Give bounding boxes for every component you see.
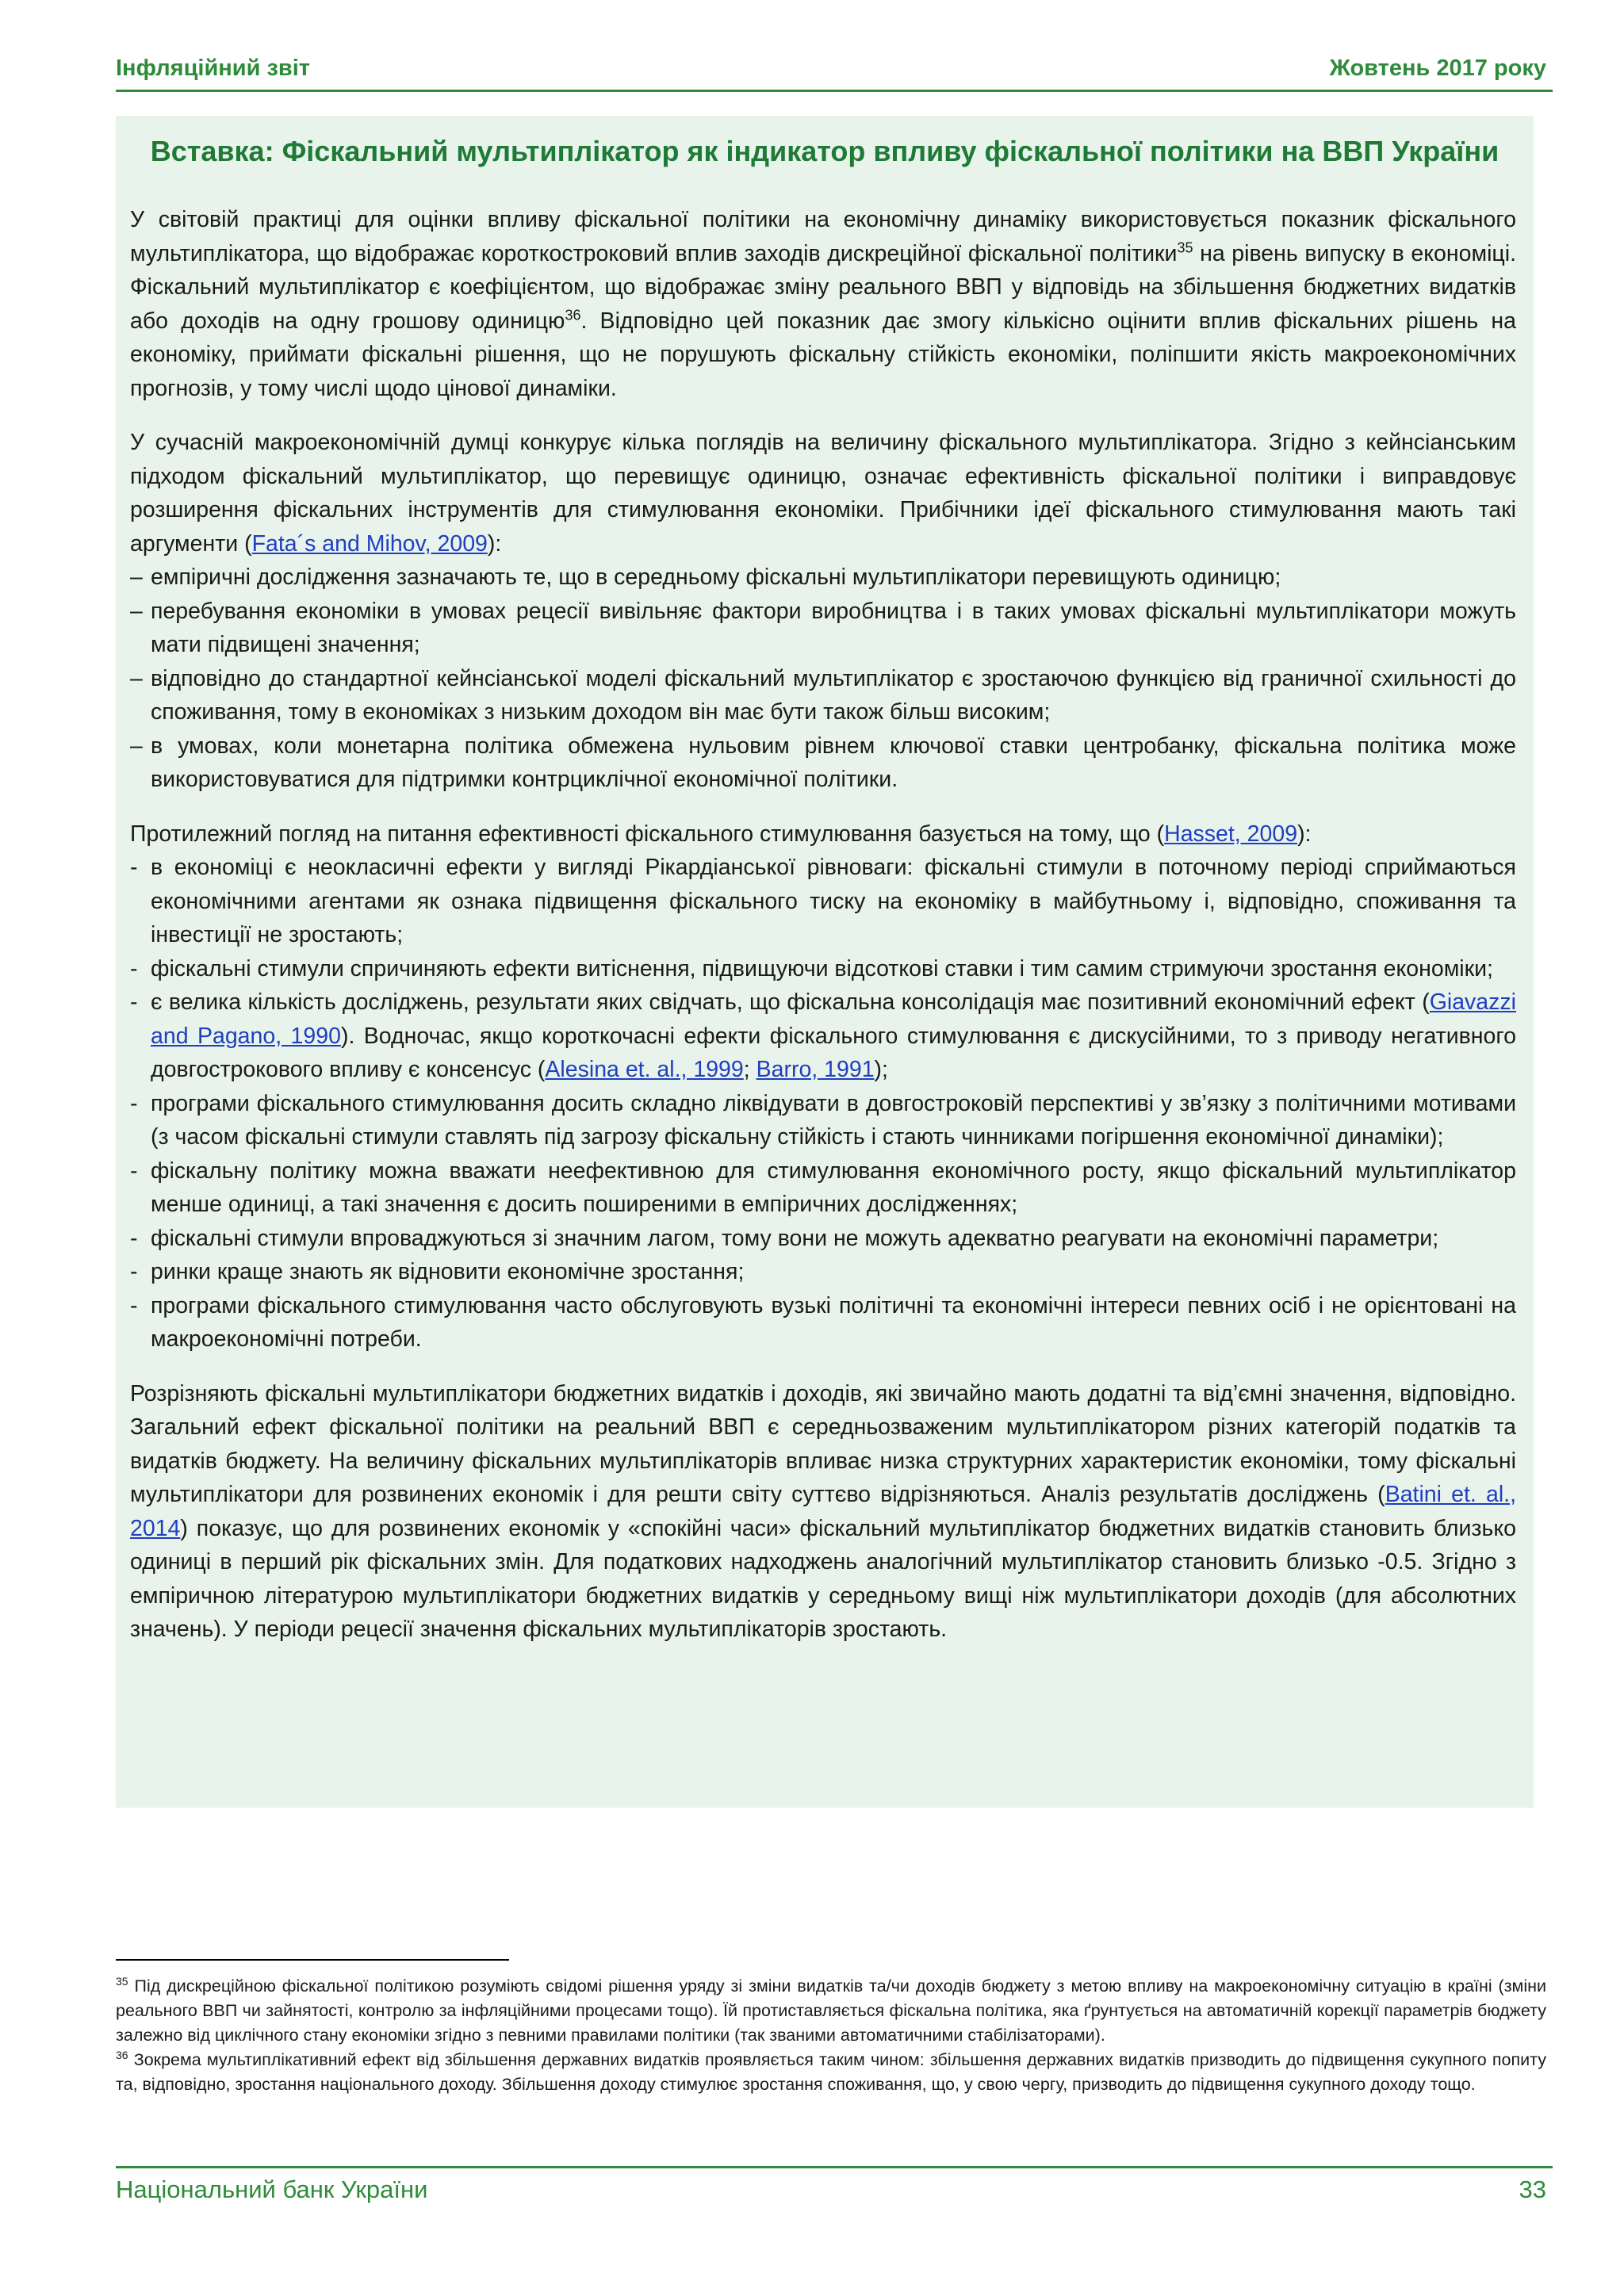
insert-box — [116, 116, 1534, 1808]
footnote-text: Під дискреційною фіскальної політикою розуміють свідомі рішення уряду зі зміни видатків та/чи доходів бюджету з метою впливу на макроекономічну ситуацію в країні (зміни реального ВВП чи зайнятості, контролю за інфляційними процесами тощо). Їй протиставляється фіскальна політика, яка ґрунтується на автоматичній корекції параметрів бюджету залежно від циклічного стану економіки згідно з певними правилами політики (так званими автоматичними стабілізаторами). — [116, 1976, 1546, 2045]
paragraph-2-text-a: У сучасній макроекономічній думці конкурує кілька поглядів на величину фіскального мультиплікатора. Згідно з кейнсіанським підходом фіскальний мультиплікатор, що перевищує одиницю, означає ефективність фіскальної політики і виправдовує розширення фіскальних інструментів для стимулювання економіки. Прибічники ідеї фіскального стимулювання мають такі аргументи ( — [130, 430, 1516, 557]
list-item — [130, 561, 1516, 595]
list-item — [130, 952, 1516, 986]
report-title: Інфляційний звіт — [116, 55, 311, 81]
list-item-text: фіскальну політику можна вважати неефективною для стимулювання економічного росту, якщо фіскальний мультиплікатор менше одиниці, а такі значення є досить поширеними в емпіричних дослідженнях; — [151, 1158, 1516, 1217]
list-dash: – — [130, 598, 143, 624]
list-bullet: - — [130, 989, 138, 1015]
opposing-arguments-list — [130, 851, 1516, 1357]
page-header — [116, 55, 1546, 92]
paragraph-4 — [130, 1377, 1516, 1647]
list-dash: – — [130, 564, 143, 590]
list-bullet: - — [130, 1259, 138, 1284]
list-bullet: - — [130, 955, 138, 982]
paragraph-4-text-b: ) показує, що для розвинених економік у «спокійні часи» фіскальний мультиплікатор бюджетних видатків становить близько одиниці в перший рік фіскальних змін. Для податкових надходжень аналогічний мультиплікатор становить близько -0.5. Згідно з емпіричною літературою мультиплікатори бюджетних видатків у середньому вищі ніж мультиплікатори доходів (для абсолютних значень). У періоди рецесії значення фіскальних мультиплікаторів зростають. — [130, 1515, 1516, 1642]
list-bullet: - — [130, 855, 138, 880]
citation-link-fatas-mihov[interactable]: Fata´s and Mihov, 2009 — [251, 530, 488, 557]
list-dash: – — [130, 665, 143, 691]
list-item-text: фіскальні стимули впроваджуються зі значним лагом, тому вони не можуть адекватно реагувати на економічні параметри; — [151, 1225, 1439, 1251]
paragraph-1-text-a: У світовій практиці для оцінки впливу фіскальної політики на економічну динаміку використовується показник фіскального мультиплікатора, що відображає короткостроковий вплив заходів дискреційної фіскальної політики — [130, 207, 1516, 266]
list-item-text: ринки краще знають як відновити економічне зростання; — [151, 1259, 745, 1284]
list-item-text: в економіці є неокласичні ефекти у вигляді Рікардіанської рівноваги: фіскальні стимули в поточному періоді сприймаються економічними агентами як ознака підвищення фіскального тиску на економіку в майбутньому і, відповідно, споживання та інвестиції не зростають; — [151, 855, 1516, 947]
list-item-text: відповідно до стандартної кейнсіанської моделі фіскальний мультиплікатор є зростаючою функцією від граничної схильності до споживання, тому в економіках з низьким доходом він має бути також більш високим; — [151, 665, 1516, 725]
paragraph-1-text-b: на рівень випуску в економіці. Фіскальний мультиплікатор є коефіцієнтом, що відображає зміну реального ВВП у відповідь на збільшення бюджетних видатків або доходів на одну грошову одиницю — [130, 240, 1516, 334]
publisher-name: Національний банк України — [116, 2175, 428, 2203]
list-item-text: ). Водночас, якщо короткочасні ефекти фіскального стимулювання є дискусійними, то з приводу негативного довгострокового впливу є консенсус ( — [151, 1023, 1516, 1082]
paragraph-3-text-b: ): — [1297, 821, 1312, 847]
citation-link-giavazzi-pagano[interactable]: Giavazzi and Pagano, 1990 — [151, 989, 1516, 1049]
list-item — [130, 595, 1516, 662]
list-item-text: програми фіскального стимулювання часто обслуговують вузькі політичні та економічні інтереси певних осіб і не орієнтовані на макроекономічні потреби. — [151, 1292, 1516, 1352]
list-item-text: програми фіскального стимулювання досить складно ліквідувати в довгостроковій перспективі у зв’язку з політичними мотивами (з часом фіскальні стимули ставлять під загрозу фіскальну стійкість і стають чинниками погіршення економічної динаміки); — [151, 1090, 1516, 1150]
page-footer — [116, 2175, 1546, 2210]
list-item-text: перебування економіки в умовах рецесії вивільняє фактори виробництва і в таких умовах фіскальні мультиплікатори можуть мати підвищені значення; — [151, 598, 1516, 657]
citation-link-barro[interactable]: Barro, 1991 — [756, 1057, 875, 1082]
footnote-number: 35 — [116, 1974, 128, 1988]
list-bullet: - — [130, 1225, 138, 1251]
list-item — [130, 1289, 1516, 1357]
header-divider — [116, 90, 1553, 92]
list-bullet: - — [130, 1158, 138, 1184]
footnote-ref-36[interactable]: 36 — [565, 307, 581, 323]
footnote-number: 36 — [116, 2048, 128, 2061]
insert-title: Вставка: Фіскальний мультиплікатор як індикатор впливу фіскальної політики на ВВП України — [150, 135, 1500, 167]
list-item — [130, 851, 1516, 952]
list-item-text: фіскальні стимули спричиняють ефекти витіснення, підвищуючи відсоткові ставки і тим самим стримуючи зростання економіки; — [151, 955, 1493, 982]
footer-divider — [116, 2166, 1553, 2168]
citation-separator: ; — [743, 1057, 756, 1082]
list-bullet: - — [130, 1090, 138, 1116]
paragraph-1-text-c: . Відповідно цей показник дає змогу кількісно оцінити вплив фіскальних рішень на економіку, приймати фіскальні рішення, що не порушують фіскальну стійкість економіки, поліпшити якість макроекономічних прогнозів, у тому числі щодо цінової динаміки. — [130, 308, 1517, 401]
paragraph-4-text-a: Розрізняють фіскальні мультиплікатори бюджетних видатків і доходів, які звичайно мають додатні та від’ємні значення, відповідно. Загальний ефект фіскальної політики на реальний ВВП є середньозваженим мультиплікатором різних категорій податків та видатків бюджету. На величину фіскальних мультиплікаторів впливає низка структурних характеристик економіки, тому фіскальні мультиплікатори для розвинених економік і для решти світу суттєво відрізняються. Аналіз результатів досліджень ( — [130, 1380, 1516, 1507]
page-number: 33 — [1519, 2175, 1546, 2203]
paragraph-3 — [130, 817, 1516, 851]
list-dash: – — [130, 733, 143, 759]
list-item-text: емпіричні дослідження зазначають те, що в середньому фіскальні мультиплікатори перевищують одиницю; — [151, 564, 1281, 590]
list-item — [130, 1154, 1516, 1222]
list-item — [130, 662, 1516, 729]
citation-link-batini[interactable]: Batini et. al., 2014 — [130, 1482, 1517, 1541]
list-bullet: - — [130, 1292, 138, 1318]
list-item — [130, 1222, 1516, 1256]
footnote-ref-35[interactable]: 35 — [1177, 239, 1193, 255]
footnote-36 — [116, 2048, 1546, 2097]
list-item — [130, 1255, 1516, 1289]
paragraph-2 — [130, 426, 1516, 561]
footnote-35 — [116, 1974, 1546, 2048]
list-item-text: є велика кількість досліджень, результати яких свідчать, що фіскальна консолідація має позитивний економічний ефект ( — [151, 989, 1430, 1015]
paragraph-1 — [130, 203, 1516, 405]
list-item — [130, 985, 1516, 1087]
citation-link-alesina[interactable]: Alesina et. al., 1999 — [545, 1057, 744, 1082]
keynesian-arguments-list — [130, 561, 1516, 797]
footnote-text: Зокрема мультиплікативний ефект від збільшення державних видатків проявляється таким чином: збільшення державних видатків призводить до підвищення сукупного попиту та, відповідно, зростання національного доходу. Збільшення доходу стимулює зростання споживання, що, у свою чергу, призводить до підвищення сукупного доходу тощо. — [116, 2050, 1546, 2094]
footnote-divider — [116, 1959, 509, 1961]
citation-link-hasset[interactable]: Hasset, 2009 — [1164, 821, 1298, 847]
list-item-text: в умовах, коли монетарна політика обмежена нульовим рівнем ключової ставки центробанку, фіскальна політика може використовуватися для підтримки контрциклічної економічної політики. — [151, 733, 1516, 792]
paragraph-2-text-b: ): — [487, 530, 502, 557]
insert-content — [130, 203, 1516, 1667]
list-item — [130, 729, 1516, 797]
list-item-text: ); — [874, 1057, 888, 1082]
report-date: Жовтень 2017 року — [1329, 55, 1546, 81]
list-item — [130, 1087, 1516, 1154]
paragraph-3-text-a: Протилежний погляд на питання ефективності фіскального стимулювання базується на тому, що ( — [130, 821, 1165, 847]
footnotes — [116, 1974, 1546, 2097]
